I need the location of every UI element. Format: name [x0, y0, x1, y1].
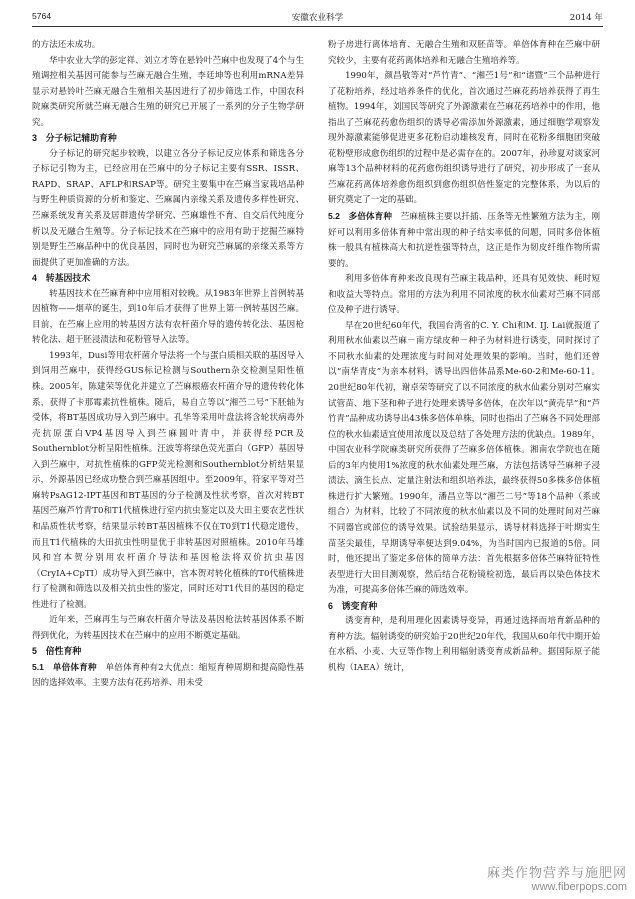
body-paragraph [328, 69, 600, 209]
body-paragraph [328, 319, 600, 599]
body-paragraph [328, 614, 600, 676]
body-paragraph [328, 38, 600, 69]
body-paragraph [32, 660, 304, 692]
paragraph-text: 诱变育种，是利用理化因素诱导变异，再通过选择而培育新品种的育种方法。辐射诱变的研究始于20世纪20年代，我国从60年代中期开始在水稻、小麦、大豆等作物上利用辐射诱变育成新品种。据国际原子能机构（IAEA）统计， [328, 616, 600, 673]
right-text-column [328, 38, 600, 676]
paragraph-text: 转基因技术在苎麻育种中应用相对较晚。从1983年世界上首例转基因植物——烟草的诞生，到10年后才获得了世界上第一例转基因苎麻。目前，在苎麻上应用的转基因方法有农杆菌介导的遗传转化法、基因枪转化法、超干胚浸渍法和花粉管导入法等。 [32, 288, 304, 346]
body-paragraph [328, 272, 600, 319]
section-heading: 3 分子标记辅助育种 [32, 133, 117, 144]
paragraph-text: 单倍体育种有2大优点：缩短育种周期和提高隐性基因的选择效率。主要方法有花药培养、用未受 [32, 662, 304, 689]
subsection-heading: 5.1 单倍体育种 [32, 661, 106, 672]
body-paragraph [328, 209, 600, 272]
body-paragraph [32, 349, 304, 613]
journal-name: 安徽农业科学 [291, 13, 344, 23]
body-paragraph [32, 54, 304, 132]
section-heading: 5 倍性育种 [32, 646, 82, 657]
publication-year: 2014 年 [569, 13, 603, 23]
watermark [487, 862, 627, 893]
paragraph-text: 苎麻植株主要以扦插、压条等无性繁殖方法为主，刚好可以利用多倍体育种中常出现的种子结实率低的问题，同时多倍体植株一般具有植株高大和抗逆性强等特点，这正是作为韧皮纤维作物所需要的。 [328, 212, 600, 269]
body-paragraph [32, 613, 304, 644]
paragraph-text: 早在20世纪60年代，我国台湾省的C. Y. Chi和M. IJ. Lai就报道了利用秋水仙素以苎麻－南方绿皮种－种子为材料进行诱变，同时探讨了不同秋水仙素的处理浓度与时间对处理效果的影响。当时，他们还曾以“南华青皮”为亲本材料，诱导出四倍体品系Me-60-2和Me-60-11。20世纪80年代初，谢卓荣等研究了以不同浓度的秋水仙素分别对苎麻实试管苗、地下茎和种子进行处理来诱导多倍体，在次年以“黄壳早”和“芦竹青”品种成功诱导出43株多倍体单株，同时也指出了苎麻各不同处理部位的秋水仙素适宜使用浓度以及总结了各处理方法的优缺点。1989年，中国农业科学院麻类研究所获得了苎麻多倍体植株。湘南农学院也在随后的3年内使用1%浓度的秋水仙素处理苎麻，方法包括诱导苎麻种子浸渍法、滴生长点、定量注射法和组织培养法，最终获得50多株多倍体植株进行扩大繁殖。1990年，潘昌立等以“湘苎二号”等18个品种（系或组合）为材料，比较了不同浓度的秋水仙素以及不同的处理时间对苎麻不同器官或部位的诱导效果。试验结果显示，诱导材料选择于叶期实生苗茎尖最佳，早期诱导率便达到9.04%，为当时国内已报道的5倍。同时，他还提出了鉴定多倍体的简单方法：首先根据多倍体苎麻特征特性表型进行大田目测观察，然后结合花粉镜检初选，最后再以染色体技术为准，可提高多倍体苎麻的筛选效率。 [328, 320, 600, 596]
page-number: 5764 [32, 11, 52, 21]
section-heading: 4 转基因技术 [32, 273, 91, 284]
watermark-url: www.fiberpops.com [531, 881, 627, 893]
body-paragraph [32, 147, 304, 271]
body-paragraph [32, 287, 304, 349]
paragraph-text: 的方法还未成功。 [32, 40, 101, 50]
paragraph-text: 近年来，苎麻再生与苎麻农杆菌介导法及基因枪法转基因体系不断得到优化，为转基因技术在苎麻中的应用不断奠定基础。 [32, 615, 304, 641]
paragraph-text: 利用多倍体育种来改良现有苎麻主栽品种，还具有见效快、耗时短和收益大等特点。常用的方法为利用不同浓度的秋水仙素对苎麻不同部位及种子进行诱导。 [328, 274, 600, 316]
section-heading: 6 诱变育种 [328, 600, 378, 611]
paragraph-text: 分子标记的研究起步较晚，以建立各分子标记反应体系和筛选各分子标记引物为主，已经应用在苎麻中的分子标记主要有SSR、ISSR、RAPD、SRAP、AFLP和RSAP等。研究主要集中在苎麻当家栽培品种与野生种质资源的分析和鉴定、苎麻属内亲缘关系及遗传多样性研究、苎麻系统发育关系及居群遗传学研究、苎麻雄性不育、自交后代纯度分析以及无融合生殖等。分子标记技术在苎麻中的应用有助于挖掘苎麻特别是野生苎麻品种中的优良基因，同时也为研究苎麻属的亲缘关系等方面提供了更加准确的方法。 [32, 148, 304, 268]
running-header [32, 8, 603, 27]
paragraph-text: 粉子房进行离体培育、无融合生殖和双胚苗等。单倍体育种在苎麻中研究较少，主要有花药离体培养和无融合生殖培养等。 [328, 40, 600, 66]
paragraph-text: 1993年，Dusi等用农杆菌介导法将一个与蛋白质相关联的基因导入到饲用苎麻中，获得经GUS标记检测与Southern杂交检测呈阳性植株。2005年，陈建荣等优化并建立了苎麻根癌农杆菌介导的遗传转化体系，获得了卡那霉素抗性植株。随后，易自立等以“湘苎二号”下胚轴为受体，将BT基因成功导入到苎麻中。孔华等采用叶盘法将含轮状病毒外壳抗原蛋白VP4基因导入到苎麻圆叶青中，并获得经PCR及Southernblot分析呈阳性植株。汪波等将绿色荧光蛋白（GFP）基因导入到苎麻中，对抗性植株的GFP荧光检测和Southernblot分析结果显示，外源基因已经成功整合到苎麻基因组中。至2009年，符家平等对苎麻转PsAG12-IPT基因和BT基因的分子检测及性状考察，首次对转BT基因苎麻芦竹青T0和T1代植株进行室内抗虫鉴定以及大田主要农艺性状和品质性状考察，结果显示转BT基因植株不仅在T0到T1代稳定遗传，而且T1代植株的大田抗虫性明显优于非转基因对照植株。2010年马雄风和宫本贺分别用农杆菌介导法和基因枪法将双价抗虫基因（CryIA+CpTI）成功导入到苎麻中，宫本贺对转化植株的T0代植株进行了检测和筛选以及相关抗虫性的鉴定，同时还对T1代目的基因的稳定性进行了检测。 [32, 350, 304, 610]
watermark-title: 麻类作物营养与施肥网 [486, 865, 627, 880]
subsection-heading: 5.2 多倍体育种 [328, 211, 401, 222]
paragraph-text: 1990年，颜昌敬等对“芦竹青”、“湘苎1号”和“诸暨”三个品种进行了花粉培养，经过培养条件的优化，首次通过苎麻花药培养获得了再生植物。1994年，刘国民等研究了外源激素在苎麻花药培养中的作用，他指出了苎麻花药愈伤组织的诱导必需添加外源激素，通过细胞学观察发现外源激素能够促进更多花粉启动雄核发育，同时在花粉多细胞团突破花粉壁形成愈伤组织的过程中是必需存在的。2007年，孙珍夏对谈家河麻等13个品种材料的花药愈伤组织诱导进行了研究，初步形成了一套从苎麻花药离体培养愈伤组织到愈伤组织倍性鉴定的完整体系，为以后的研究奠定了一定的基础。 [328, 71, 600, 206]
paragraph-text: 华中农业大学的彭定祥、刘立才等在悬铃叶苎麻中也发现了4个与生殖调控相关基因可能参与苎麻无融合生殖，李廷坤等也利用mRNA差异显示对悬铃叶苎麻无融合生殖相关基因进行了初步筛选工作，中国农科院麻类研究所就苎麻无融合生殖的研究已开展了一系列的分子生物学研究。 [32, 55, 304, 128]
body-paragraph [32, 38, 304, 54]
left-text-column [32, 38, 304, 692]
